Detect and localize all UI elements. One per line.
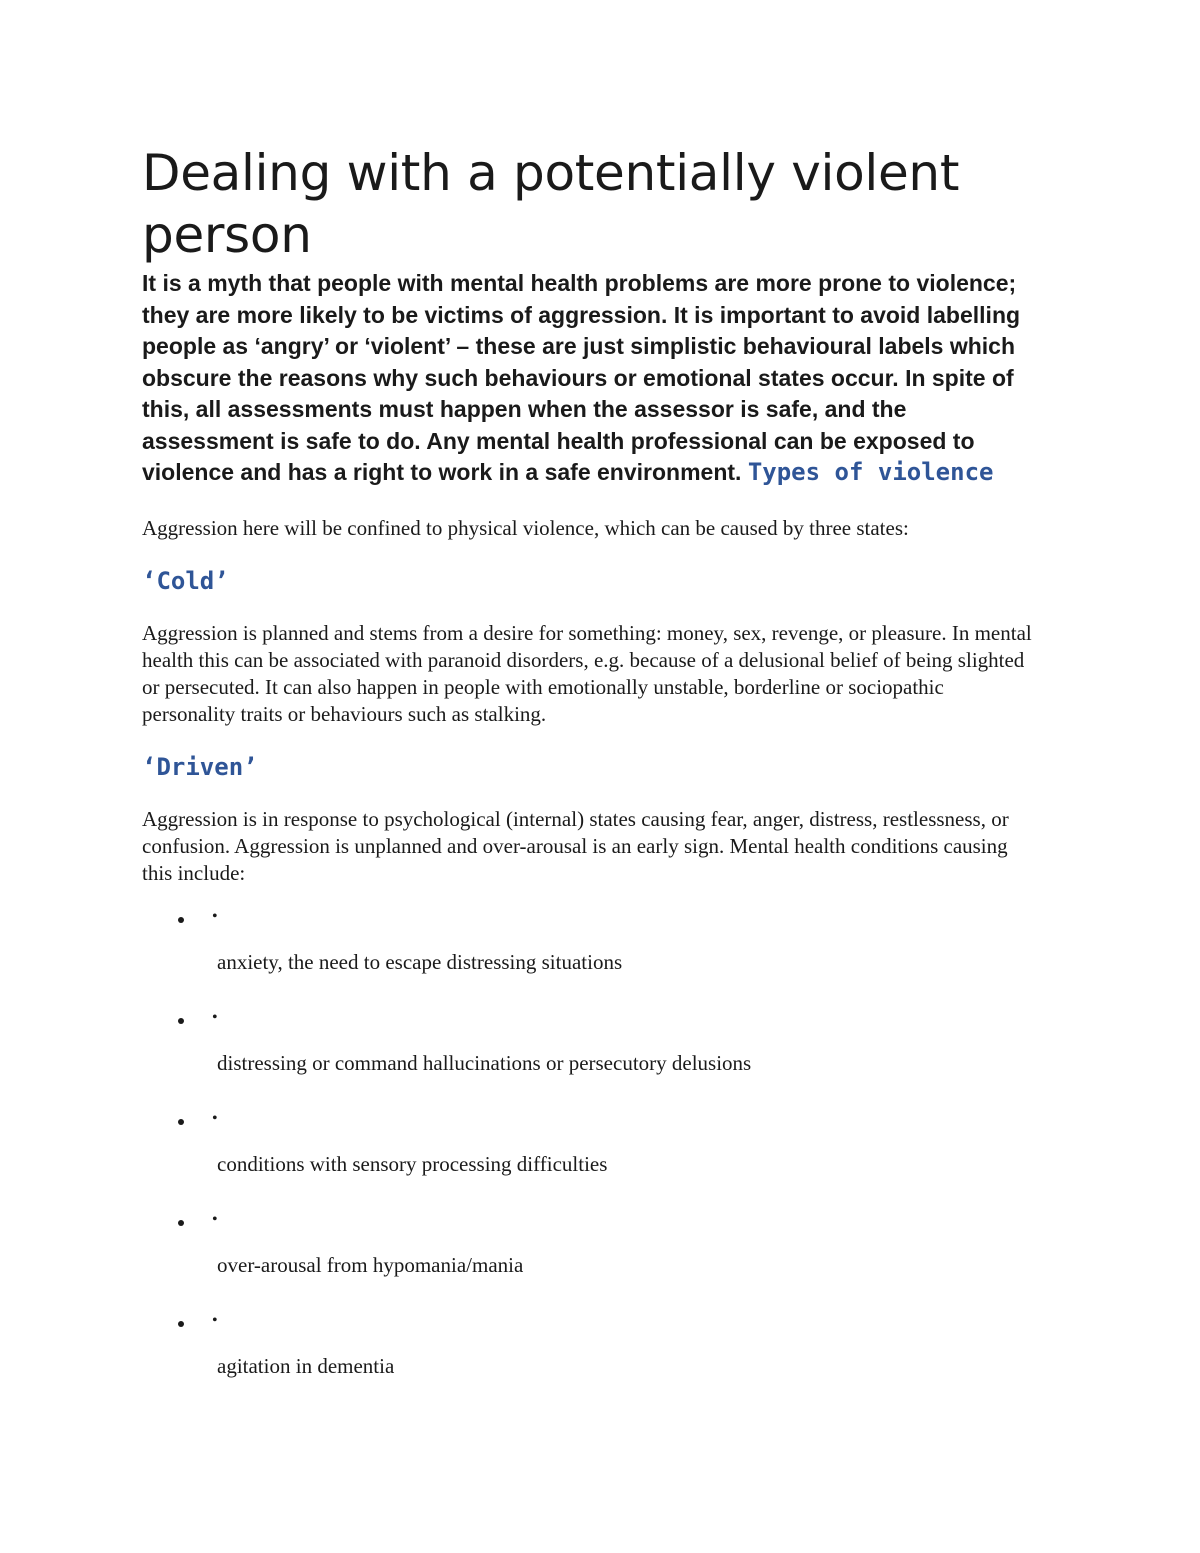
intro-text: It is a myth that people with mental health problems are more prone to violence; they are more likely to be victims of aggression. It is important to avoid labelling people as ‘angry’ or ‘violent’ – these are just simplistic behavioural labels which obscure the reasons why such behaviours or emotional states occur. In spite of this, all assessments must happen when the assessor is safe, and the assessment is safe to do. Any mental health professional can be exposed to violence and has a right to work in a safe environment.	[142, 270, 1021, 485]
list-item-text: distressing or command hallucinations or persecutory delusions	[217, 1050, 752, 1075]
bullet-dot-icon	[178, 917, 184, 923]
bullet-marker: •	[212, 1210, 218, 1228]
bullet-dot-icon	[178, 1321, 184, 1327]
cold-paragraph: Aggression is planned and stems from a desire for something: money, sex, revenge, or pleasure. In mental health this can be associated with paranoid disorders, e.g. because of a delusional belief of being slighted or persecuted. It can also happen in people with emotionally unstable, borderline or sociopathic personality traits or behaviours such as stalking.	[142, 620, 1032, 726]
intro-paragraph	[142, 268, 1042, 489]
bullet-dot-icon	[178, 1018, 184, 1024]
list-item-text: anxiety, the need to escape distressing situations	[217, 949, 623, 974]
conditions-list	[142, 907, 1042, 1412]
list-item-text: over-arousal from hypomania/mania	[217, 1252, 524, 1277]
driven-heading: ‘Driven’	[142, 752, 258, 781]
document-title: Dealing with a potentially violent person	[142, 144, 960, 264]
bullet-marker: •	[212, 1311, 218, 1329]
list-item	[142, 1311, 1042, 1412]
driven-paragraph: Aggression is in response to psychological (internal) states causing fear, anger, distress, restlessness, or confusion. Aggression is unplanned and over-arousal is an early sign. Mental health conditions causing this include:	[142, 806, 1009, 885]
document-page	[142, 142, 1042, 1412]
bullet-marker: •	[212, 907, 218, 925]
bullet-dot-icon	[178, 1119, 184, 1125]
cold-heading: ‘Cold’	[142, 566, 229, 595]
types-of-violence-heading: Types of violence	[747, 458, 994, 486]
list-item	[142, 1210, 1042, 1311]
list-item-text: conditions with sensory processing difficulties	[217, 1151, 608, 1176]
list-item	[142, 907, 1042, 1008]
list-item	[142, 1109, 1042, 1210]
bullet-marker: •	[212, 1109, 218, 1127]
list-item-text: agitation in dementia	[217, 1353, 395, 1378]
states-paragraph: Aggression here will be confined to physical violence, which can be caused by three states:	[142, 515, 909, 540]
bullet-dot-icon	[178, 1220, 184, 1226]
list-item	[142, 1008, 1042, 1109]
bullet-marker: •	[212, 1008, 218, 1026]
